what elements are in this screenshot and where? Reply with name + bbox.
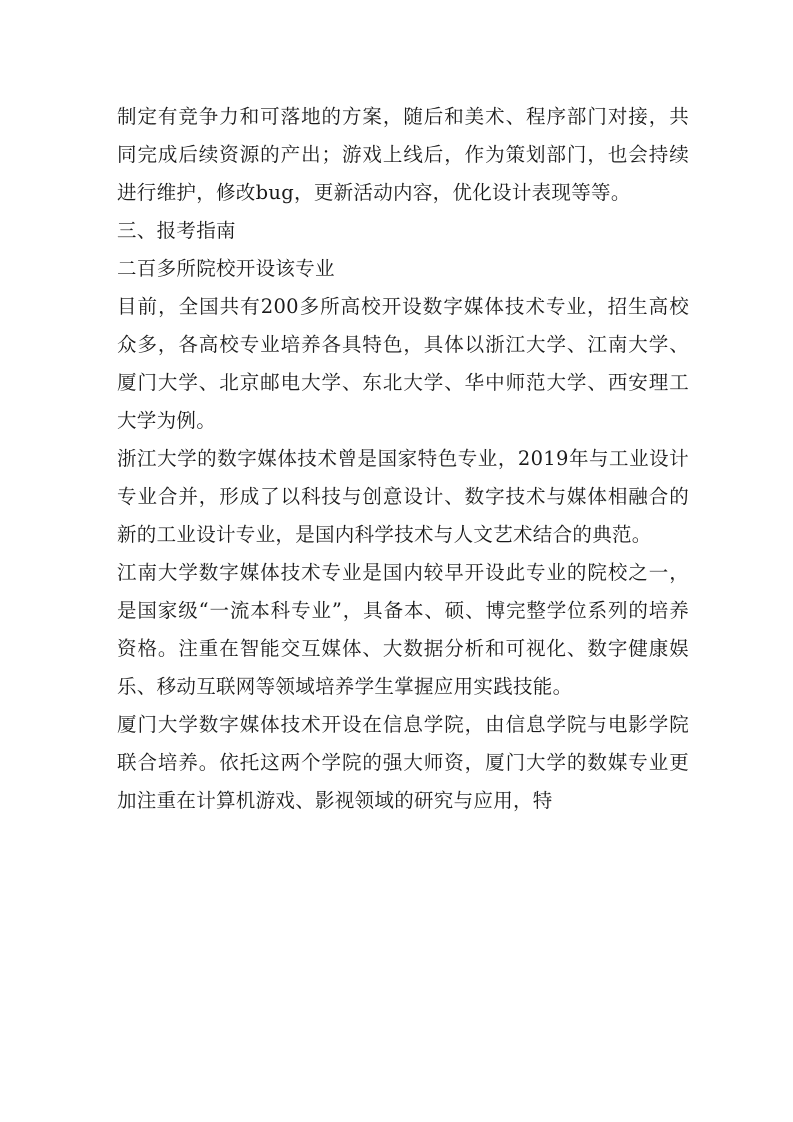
paragraph-xiamen-university: 厦门大学数字媒体技术开设在信息学院，由信息学院与电影学院联合培养。依托这两个学院的强大师资，厦门大学的数媒专业更加注重在计算机游戏、影视领域的研究与应用，特 xyxy=(117,713,689,812)
paragraph-zhejiang-university: 浙江大学的数字媒体技术曾是国家特色专业，2019年与工业设计专业合并，形成了以科技与创意设计、数字技术与媒体相融合的新的工业设计专业，是国内科学技术与人文艺术结合的典范。 xyxy=(117,447,689,546)
section-heading-application-guide: 三、报考指南 xyxy=(117,219,236,242)
document-body xyxy=(117,98,689,820)
paragraph-jiangnan-university: 江南大学数字媒体技术专业是国内较早开设此专业的院校之一，是国家级“一流本科专业”，具备本、硕、博完整学位系列的培养资格。注重在智能交互媒体、大数据分析和可视化、数字健康娱乐、移动互联网等领域培养学生掌握应用实践技能。 xyxy=(117,561,689,698)
paragraph-overview: 目前，全国共有200多所高校开设数字媒体技术专业，招生高校众多，各高校专业培养各具特色，具体以浙江大学、江南大学、厦门大学、北京邮电大学、东北大学、华中师范大学、西安理工大学为例。 xyxy=(117,295,689,432)
subheading-schools-count: 二百多所院校开设该专业 xyxy=(117,257,335,280)
paragraph-planning-duties: 制定有竞争力和可落地的方案，随后和美术、程序部门对接，共同完成后续资源的产出；游戏上线后，作为策划部门，也会持续进行维护，修改bug，更新活动内容，优化设计表现等等。 xyxy=(117,105,689,204)
